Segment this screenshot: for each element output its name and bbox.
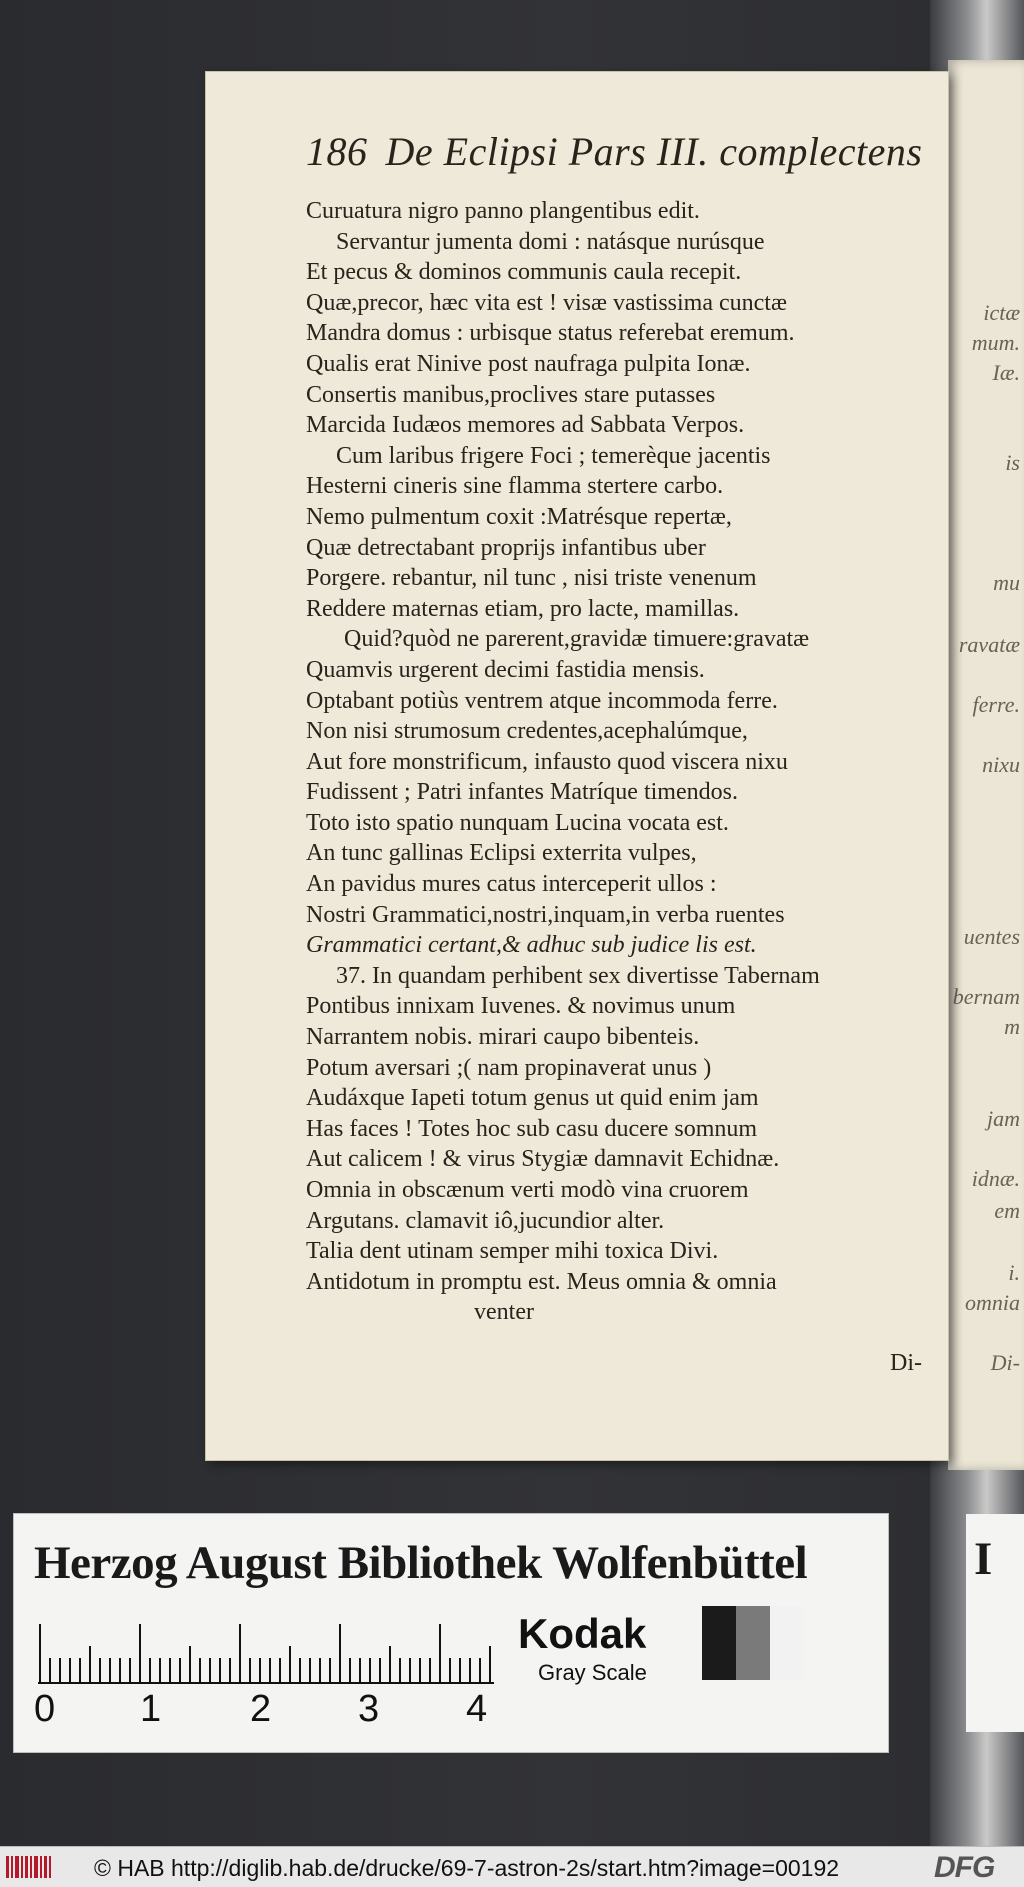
verse-line: Argutans. clamavit iô,jucundior alter. [306, 1207, 665, 1234]
book-page [206, 72, 948, 1460]
verse-line: Toto isto spatio nunquam Lucina vocata est. [306, 809, 729, 836]
verse-line: Audáxque Iapeti totum genus ut quid enim jam [306, 1085, 759, 1112]
ruler-label: 2 [250, 1688, 272, 1730]
verse-line: Fudissent ; Patri infantes Matríque timendos. [306, 779, 738, 806]
library-name: Herzog August Bibliothek Wolfenbüttel [34, 1537, 808, 1589]
verse-line: Consertis manibus,proclives stare putasses [306, 381, 716, 408]
adjacent-fragment: nixu [982, 752, 1020, 777]
verse-line: Nemo pulmentum coxit :Matrésque repertæ, [306, 503, 732, 530]
verse-line: Quid?quòd ne parerent,gravidæ timuere:gravatæ [344, 626, 810, 653]
barcode-logo-icon [4, 1854, 52, 1880]
adjacent-fragment: i. [1008, 1260, 1020, 1285]
catchword: venter [474, 1299, 534, 1326]
gray-swatch-mid [736, 1606, 770, 1680]
verse-line: Quamvis urgerent decimi fastidia mensis. [306, 656, 705, 683]
verse-line: Reddere maternas etiam, pro lacte, mamillas. [306, 595, 740, 622]
adjacent-fragment: is [1005, 450, 1020, 475]
dfg-logo: DFG [934, 1851, 995, 1884]
verse-line: Marcida Iudæos memores ad Sabbata Verpos. [306, 412, 745, 439]
gray-swatch-dark [702, 1606, 736, 1680]
verse-line: An pavidus mures catus interceperit ullos : [306, 871, 717, 898]
adjacent-fragment: mum. [971, 330, 1020, 355]
copyright-url[interactable]: © HAB http://diglib.hab.de/drucke/69-7-astron-2s/start.htm?image=00192 [94, 1855, 840, 1881]
adjacent-fragment: ferre. [972, 692, 1020, 717]
gray-scale-label: Gray Scale [538, 1660, 647, 1685]
adjacent-fragment: ictæ [983, 300, 1020, 325]
adjacent-fragment: Iæ. [992, 360, 1020, 385]
adjacent-fragment: idnæ. [971, 1166, 1020, 1191]
verse-line: Et pecus & dominos communis caula recepit. [306, 259, 742, 286]
ruler-label: 4 [466, 1688, 488, 1730]
kodak-brand: Kodak [518, 1610, 647, 1657]
adjacent-fragment: Di- [990, 1350, 1020, 1375]
verse-line: Aut fore monstrificum, infausto quod viscera nixu [306, 748, 788, 775]
adjacent-fragment: jam [987, 1106, 1020, 1131]
verse-line: Potum aversari ;( nam propinaverat unus ) [306, 1054, 712, 1081]
verse-line: Hesterni cineris sine flamma stertere carbo. [306, 473, 724, 500]
verse-line: Mandra domus : urbisque status referebat eremum. [306, 320, 795, 347]
second-card-text: I [974, 1533, 993, 1585]
signature-mark: Di- [890, 1350, 922, 1376]
verse-line: Talia dent utinam semper mihi toxica Divi. [306, 1238, 719, 1265]
ruler-label: 0 [34, 1688, 56, 1730]
adjacent-fragment: em [994, 1198, 1020, 1223]
gray-swatch-light [770, 1606, 804, 1680]
adjacent-fragment: mu [993, 570, 1020, 595]
verse-line: Pontibus innixam Iuvenes. & novimus unum [306, 993, 736, 1020]
adjacent-fragment: uentes [963, 924, 1020, 949]
running-title: De Eclipsi Pars III. complectens [385, 129, 923, 174]
page-number: 186 [306, 129, 368, 174]
verse-line: Has faces ! Totes hoc sub casu ducere somnum [306, 1115, 758, 1142]
verse-line-numbered: 37. In quandam perhibent sex divertisse Tabernam [336, 962, 820, 989]
verse-line: Porgere. rebantur, nil tunc , nisi triste venenum [306, 565, 757, 592]
verse-block [306, 196, 966, 1328]
verse-line: Curuatura nigro panno plangentibus edit. [306, 198, 700, 224]
verse-line: Quæ detrectabant proprijs infantibus uber [306, 534, 706, 561]
ruler-label: 3 [358, 1688, 380, 1730]
ruler-label: 1 [140, 1688, 162, 1730]
color-calibration-card [14, 1514, 888, 1752]
verse-line: Aut calicem ! & virus Stygiæ damnavit Echidnæ. [306, 1146, 780, 1173]
verse-line: Non nisi strumosum credentes,acephalúmque, [306, 718, 748, 745]
adjacent-fragment: m [1004, 1014, 1020, 1039]
verse-line: Antidotum in promptu est. Meus omnia & omnia [306, 1268, 777, 1295]
adjacent-fragment: ravatæ [958, 632, 1020, 657]
running-head [306, 128, 946, 175]
verse-line: Nostri Grammatici,nostri,inquam,in verba ruentes [306, 901, 785, 928]
verse-line: Omnia in obscænum verti modò vina cruorem [306, 1177, 749, 1203]
verse-line: Cum laribus frigere Foci ; temerèque jacentis [336, 442, 771, 469]
verse-line: An tunc gallinas Eclipsi exterrita vulpes, [306, 840, 697, 867]
verse-line: Quæ,precor, hæc vita est ! visæ vastissima cunctæ [306, 289, 787, 316]
verse-line: Qualis erat Ninive post naufraga pulpita Ionæ. [306, 350, 751, 377]
second-calibration-card [966, 1514, 1024, 1732]
ruler-scale [38, 1624, 498, 1684]
verse-line: Narrantem nobis. mirari caupo bibenteis. [306, 1024, 700, 1051]
footer-bar [0, 1846, 1024, 1887]
verse-line: Servantur jumenta domi : natásque nurúsque [336, 228, 765, 255]
adjacent-fragment: omnia [965, 1290, 1020, 1315]
adjacent-fragment: bernam [952, 984, 1020, 1009]
verse-line: Optabant potiùs ventrem atque incommoda ferre. [306, 687, 778, 714]
verse-line: Grammatici certant,& adhuc sub judice lis est. [306, 932, 757, 959]
